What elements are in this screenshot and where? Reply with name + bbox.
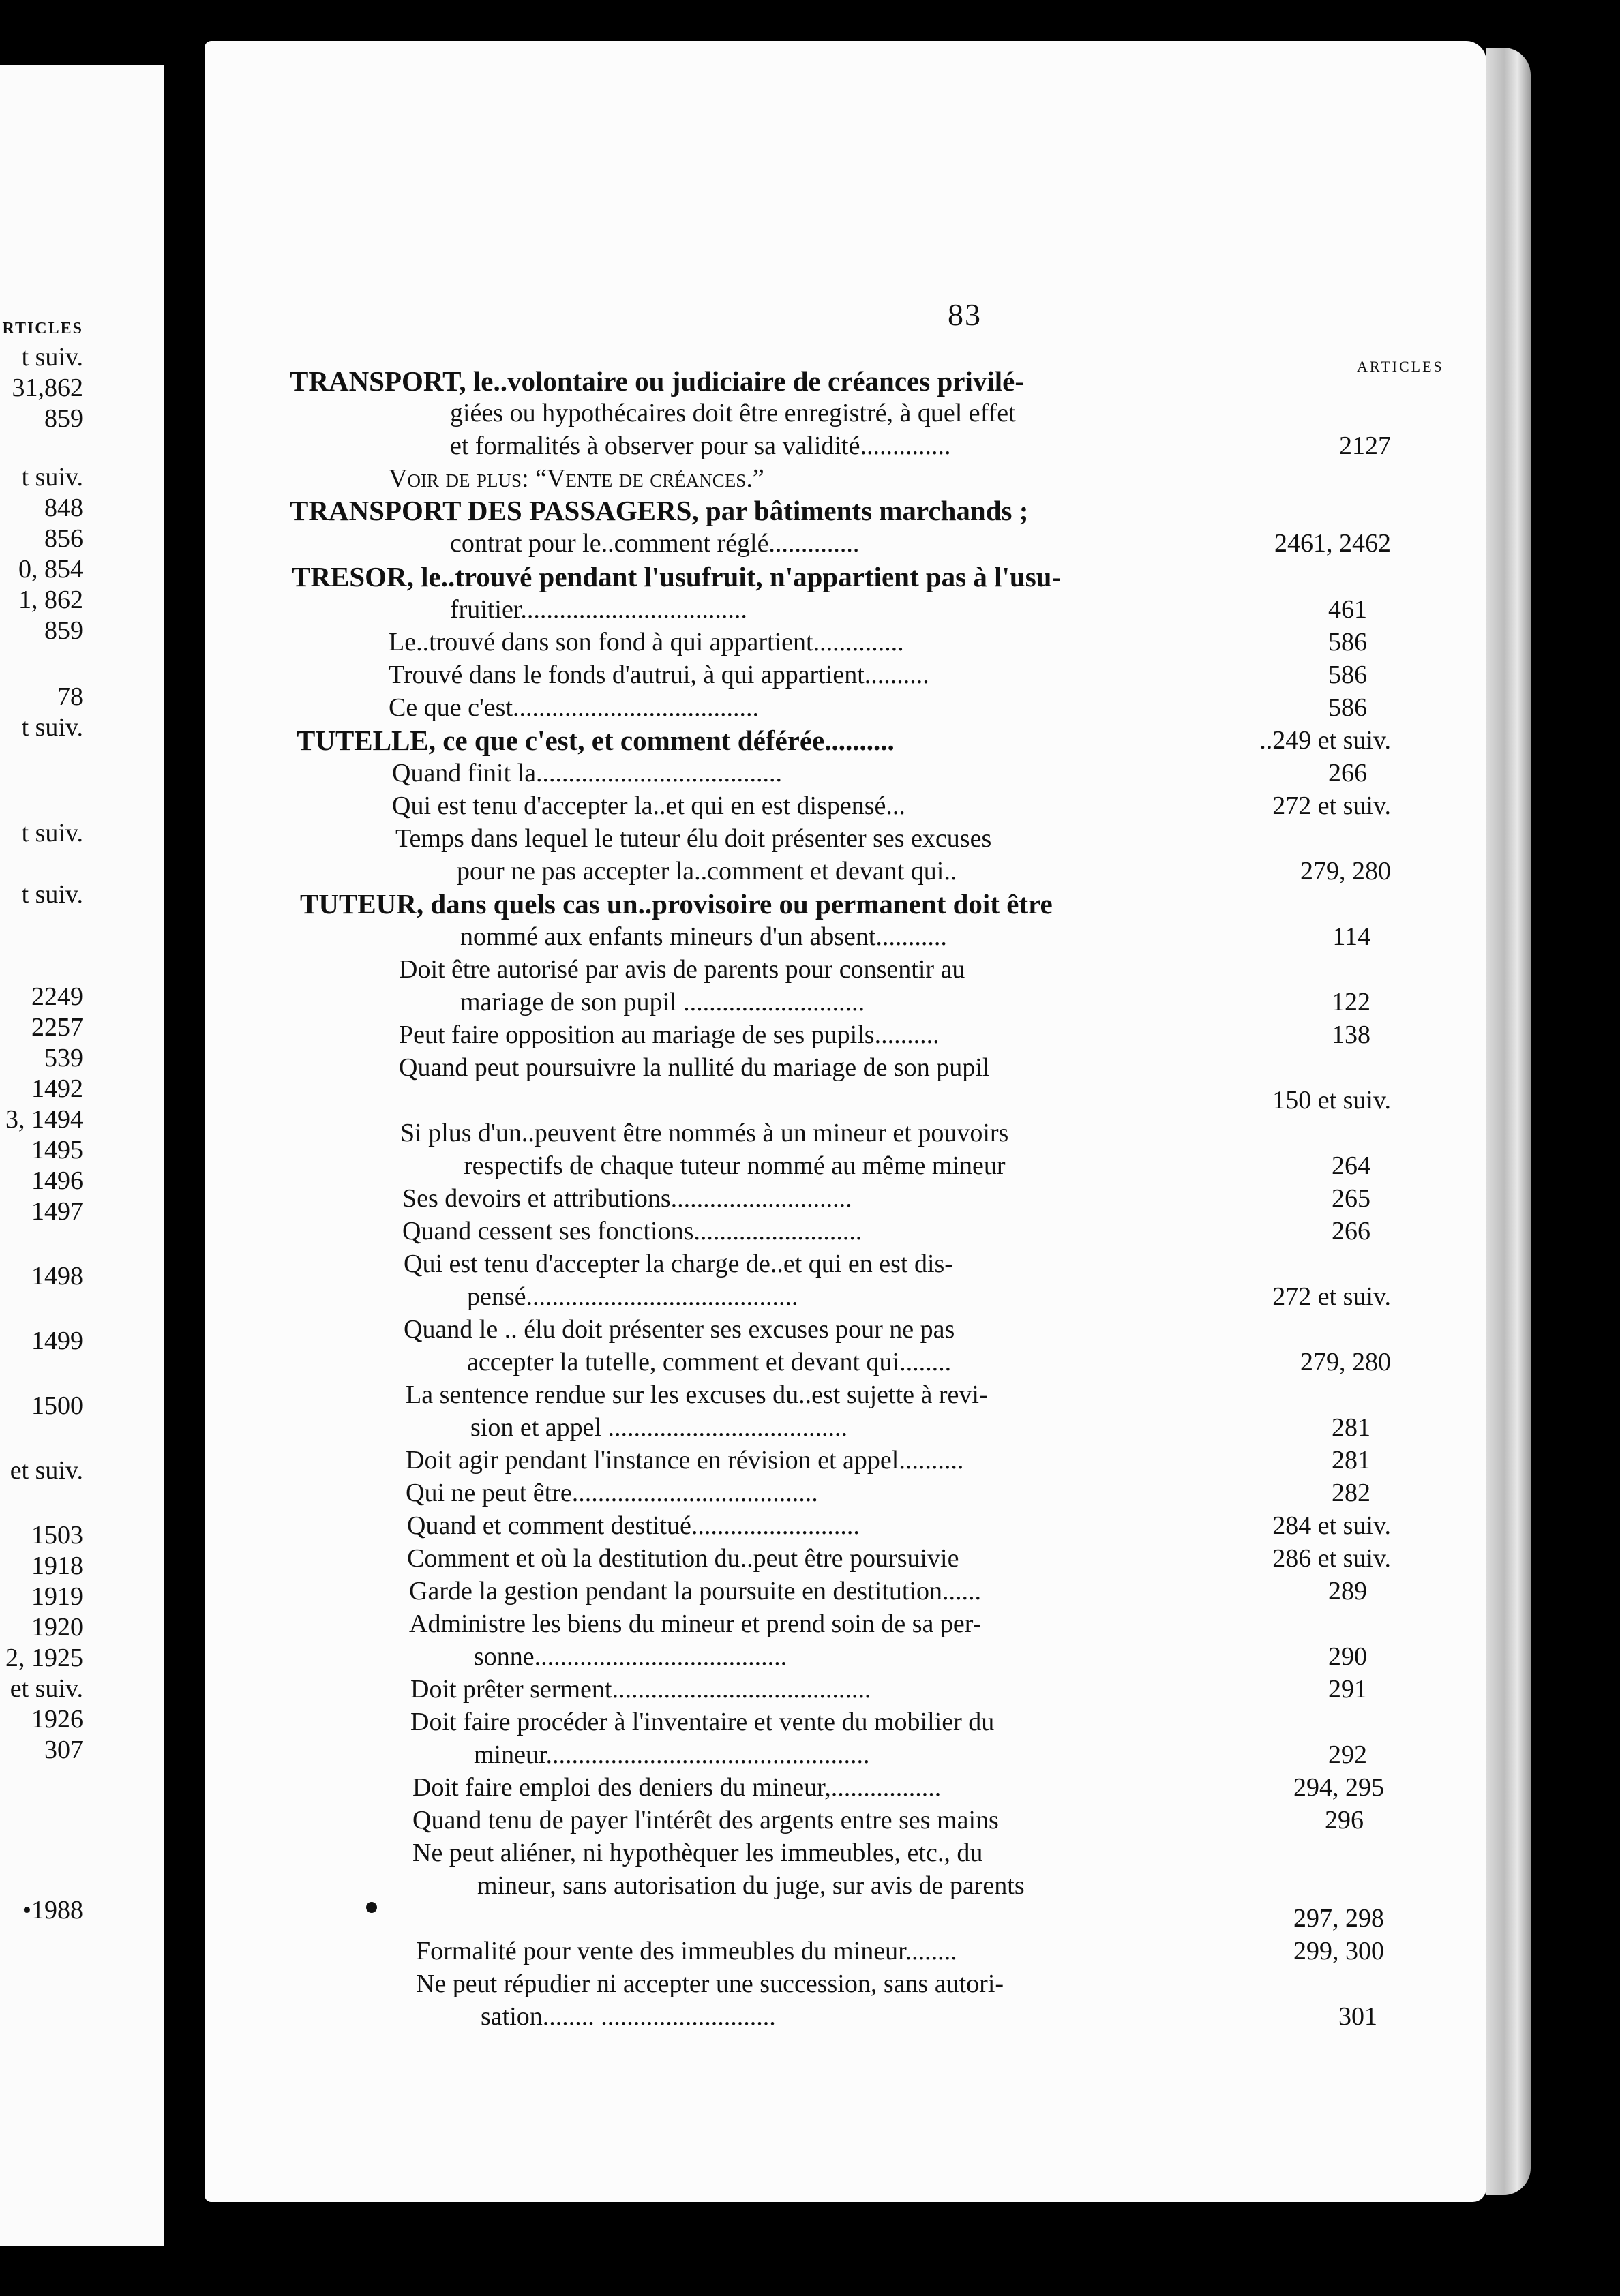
index-line: pensé.......................................... xyxy=(467,1282,798,1311)
index-line: accepter la tutelle, comment et devant qui........ xyxy=(467,1348,952,1376)
left-page-number: 859 xyxy=(44,404,83,433)
left-page-number: t suiv. xyxy=(21,713,83,742)
left-page-number: 0, 854 xyxy=(18,555,83,584)
left-page-number: t suiv. xyxy=(21,880,83,909)
index-line: sion et appel ..................................... xyxy=(470,1413,848,1442)
index-line: Doit être autorisé par avis de parents pour consentir au xyxy=(399,955,965,984)
article-reference: 286 et suiv. xyxy=(1272,1544,1391,1573)
index-line: Ses devoirs et attributions............................ xyxy=(402,1184,852,1213)
left-page-number: 2, 1925 xyxy=(5,1644,83,1672)
left-page-number: 539 xyxy=(44,1044,83,1072)
article-reference: ..249 et suiv. xyxy=(1259,726,1391,755)
index-line: mariage de son pupil ............................ xyxy=(460,988,865,1016)
left-page-number: 1, 862 xyxy=(18,586,83,614)
left-page-number: 78 xyxy=(57,682,83,711)
article-reference: 291 xyxy=(1328,1675,1367,1704)
article-reference: 150 et suiv. xyxy=(1272,1086,1391,1115)
left-page-number: 1498 xyxy=(31,1262,83,1290)
index-line: Qui est tenu d'accepter la charge de..et qui en est dis- xyxy=(404,1250,953,1278)
index-line: Formalité pour vente des immeubles du mineur........ xyxy=(416,1937,957,1965)
left-page-number: 1495 xyxy=(31,1136,83,1164)
left-page-number: RTICLES xyxy=(2,320,83,337)
article-reference: 281 xyxy=(1332,1413,1370,1442)
index-line: Qui est tenu d'accepter la..et qui en est dispensé... xyxy=(392,791,905,820)
article-reference: 122 xyxy=(1332,988,1370,1016)
article-reference: 265 xyxy=(1332,1184,1370,1213)
index-heading-tuteur: TUTEUR, dans quels cas un..provisoire ou permanent doit être xyxy=(300,888,1053,920)
left-page-number: t suiv. xyxy=(21,819,83,847)
index-entries xyxy=(205,41,1486,2202)
article-reference: 279, 280 xyxy=(1300,857,1391,886)
left-page-number: 1920 xyxy=(31,1613,83,1642)
left-page-number: 31,862 xyxy=(12,374,83,402)
index-see-also: Voir de plus: “Vente de créances.” xyxy=(389,464,764,493)
index-line: Doit faire emploi des deniers du mineur,................. xyxy=(412,1773,942,1802)
index-heading-tresor: TRESOR, le..trouvé pendant l'usufruit, n'appartient pas à l'usu- xyxy=(292,561,1062,592)
left-page-number: 1496 xyxy=(31,1166,83,1195)
article-reference: 266 xyxy=(1332,1217,1370,1245)
index-heading-transport: TRANSPORT, le..volontaire ou judiciaire de créances privilé- xyxy=(290,365,1024,397)
article-reference: 114 xyxy=(1332,922,1370,951)
book-spine-gutter xyxy=(164,41,205,2256)
index-line: Trouvé dans le fonds d'autrui, à qui appartient.......... xyxy=(389,661,929,689)
index-line: Temps dans lequel le tuteur élu doit présenter ses excuses xyxy=(395,824,992,853)
article-reference: 272 et suiv. xyxy=(1272,791,1391,820)
index-line: Ce que c'est...................................... xyxy=(389,693,760,722)
index-line: Ne peut aliéner, ni hypothèquer les immeubles, etc., du xyxy=(412,1839,983,1867)
index-line: Doit prêter serment........................................ xyxy=(410,1675,871,1704)
article-reference: 290 xyxy=(1328,1642,1367,1671)
index-heading-tutelle: TUTELLE, ce que c'est, et comment déférée.......... xyxy=(297,725,895,756)
left-page-number: 848 xyxy=(44,494,83,522)
article-reference: 296 xyxy=(1325,1806,1364,1834)
article-reference: 266 xyxy=(1328,759,1367,787)
article-reference: 2461, 2462 xyxy=(1274,529,1391,558)
index-line: Quand tenu de payer l'intérêt des argents entre ses mains xyxy=(412,1806,999,1834)
index-line: nommé aux enfants mineurs d'un absent........... xyxy=(460,922,947,951)
page-number: 83 xyxy=(948,297,982,332)
index-line: sonne....................................... xyxy=(474,1642,787,1671)
index-line: giées ou hypothécaires doit être enregistré, à quel effet xyxy=(450,399,1016,427)
index-line: La sentence rendue sur les excuses du..est sujette à revi- xyxy=(406,1380,988,1409)
left-page-number: 1500 xyxy=(31,1391,83,1420)
left-page-number: 856 xyxy=(44,524,83,553)
index-line: respectifs de chaque tuteur nommé au même mineur xyxy=(464,1151,1006,1180)
left-page-number: 307 xyxy=(44,1736,83,1764)
left-page-number: 1499 xyxy=(31,1327,83,1355)
article-reference: 297, 298 xyxy=(1293,1904,1384,1933)
index-line: Comment et où la destitution du..peut être poursuivie xyxy=(407,1544,959,1573)
index-line: Ne peut répudier ni accepter une succession, sans autori- xyxy=(416,1969,1004,1998)
left-page-number: 859 xyxy=(44,616,83,645)
left-page-number: 3, 1494 xyxy=(5,1105,83,1134)
index-line: sation........ ........................... xyxy=(481,2002,776,2031)
article-reference: 272 et suiv. xyxy=(1272,1282,1391,1311)
index-line: Si plus d'un..peuvent être nommés à un mineur et pouvoirs xyxy=(400,1119,1009,1147)
index-line: Administre les biens du mineur et prend soin de sa per- xyxy=(409,1610,982,1638)
left-page-fragment xyxy=(0,65,164,2246)
article-reference: 2127 xyxy=(1339,432,1391,460)
left-page-number: 1503 xyxy=(31,1521,83,1550)
article-reference: 279, 280 xyxy=(1300,1348,1391,1376)
index-line: Quand et comment destitué.......................... xyxy=(407,1511,860,1540)
left-page-number: t suiv. xyxy=(21,463,83,492)
left-page-number: 1919 xyxy=(31,1582,83,1611)
index-line: Qui ne peut être...................................... xyxy=(406,1479,818,1507)
article-reference: 461 xyxy=(1328,595,1367,624)
left-page-number: 1926 xyxy=(31,1705,83,1734)
index-line: contrat pour le..comment réglé.............. xyxy=(450,529,860,558)
index-line: Quand peut poursuivre la nullité du mariage de son pupil xyxy=(399,1053,990,1082)
left-page-number: 1918 xyxy=(31,1552,83,1580)
index-line: Garde la gestion pendant la poursuite en destitution...... xyxy=(409,1577,981,1605)
articles-column-header: ARTICLES xyxy=(1357,358,1444,375)
index-line: fruitier................................... xyxy=(450,595,747,624)
index-line: mineur.................................................. xyxy=(474,1740,870,1769)
article-reference: 284 et suiv. xyxy=(1272,1511,1391,1540)
article-reference: 301 xyxy=(1338,2002,1377,2031)
left-page-number: 2257 xyxy=(31,1013,83,1042)
article-reference: 586 xyxy=(1328,693,1367,722)
left-page-number: •1988 xyxy=(22,1896,83,1924)
index-line: Le..trouvé dans son fond à qui appartient.............. xyxy=(389,628,904,656)
article-reference: 586 xyxy=(1328,628,1367,656)
index-line: Quand cessent ses fonctions.......................... xyxy=(402,1217,862,1245)
article-reference: 294, 295 xyxy=(1293,1773,1384,1802)
index-line: Quand finit la...................................... xyxy=(392,759,783,787)
index-page xyxy=(205,41,1486,2202)
article-reference: 586 xyxy=(1328,661,1367,689)
page-edge xyxy=(1486,48,1531,2195)
index-line: pour ne pas accepter la..comment et devant qui.. xyxy=(457,857,957,886)
left-page-number: 1492 xyxy=(31,1074,83,1103)
index-line: Doit agir pendant l'instance en révision et appel.......... xyxy=(406,1446,964,1475)
left-page-number: 2249 xyxy=(31,982,83,1011)
left-page-number: et suiv. xyxy=(10,1456,83,1485)
article-reference: 281 xyxy=(1332,1446,1370,1475)
article-reference: 282 xyxy=(1332,1479,1370,1507)
article-reference: 289 xyxy=(1328,1577,1367,1605)
article-reference: 264 xyxy=(1332,1151,1370,1180)
left-page-number: t suiv. xyxy=(21,343,83,372)
index-line: Quand le .. élu doit présenter ses excuses pour ne pas xyxy=(404,1315,955,1344)
left-page-number: et suiv. xyxy=(10,1674,83,1703)
left-page-number: 1497 xyxy=(31,1197,83,1226)
index-line: mineur, sans autorisation du juge, sur avis de parents xyxy=(477,1871,1025,1900)
printer-mark xyxy=(366,1902,377,1913)
index-line: Peut faire opposition au mariage de ses pupils.......... xyxy=(399,1021,940,1049)
index-line: et formalités à observer pour sa validité.............. xyxy=(450,432,951,460)
index-heading-transport-passagers: TRANSPORT DES PASSAGERS, par bâtiments marchands ; xyxy=(290,495,1029,526)
article-reference: 292 xyxy=(1328,1740,1367,1769)
index-line: Doit faire procéder à l'inventaire et vente du mobilier du xyxy=(410,1708,995,1736)
article-reference: 138 xyxy=(1332,1021,1370,1049)
article-reference: 299, 300 xyxy=(1293,1937,1384,1965)
